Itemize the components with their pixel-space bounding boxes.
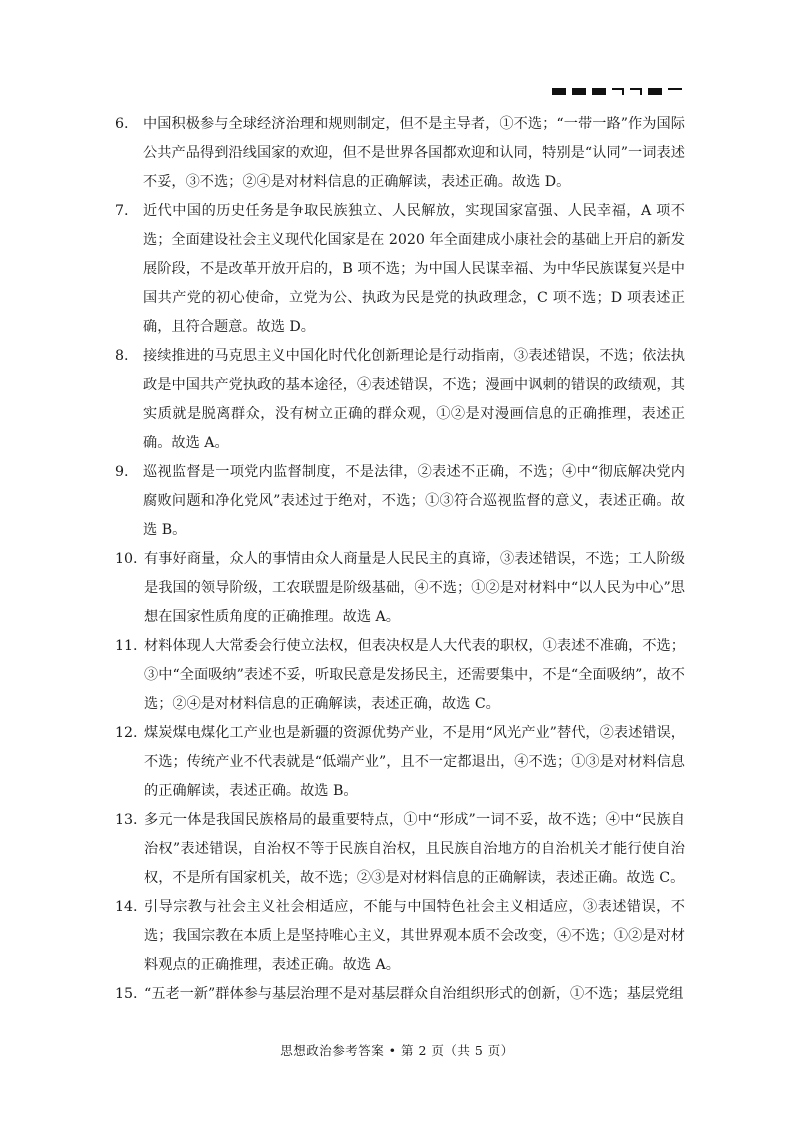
- answer-item-8: [115, 342, 685, 458]
- page-footer: 思想政治参考答案 • 第 2 页（共 5 页）: [280, 1043, 514, 1058]
- item-text: 煤炭煤电煤化工产业也是新疆的资源优势产业，不是用“风光产业”替代，②表述错误，不选；传统产业不代表就是“低端产业”，且不一定都退出，④不选；①③是对材料信息的正确解读，表述正确。故选 B。: [144, 725, 685, 799]
- answer-item-14: [115, 893, 685, 980]
- item-number: 10.: [115, 551, 138, 567]
- item-text: 接续推进的马克思主义中国化时代化创新理论是行动指南，③表述错误，不选；依法执政是中国共产党执政的基本途径，④表述错误，不选；漫画中讽刺的错误的政绩观，其实质就是脱离群众，没有树立正确的群众观，①②是对漫画信息的正确推理，表述正确。故选 A。: [143, 348, 685, 451]
- item-number: 9.: [115, 464, 129, 480]
- item-number: 15.: [115, 986, 138, 1002]
- item-text: 中国积极参与全球经济治理和规则制定，但不是主导者，①不选；“一带一路”作为国际公共产品得到沿线国家的欢迎，但不是世界各国都欢迎和认同，特别是“认同”一词表述不妥，③不选；②④是对材料信息的正确解读，表述正确。故选 D。: [143, 116, 685, 190]
- item-number: 14.: [115, 899, 138, 915]
- item-text: 有事好商量，众人的事情由众人商量是人民民主的真谛，③表述错误，不选；工人阶级是我国的领导阶级，工农联盟是阶级基础，④不选；①②是对材料中“以人民为中心”思想在国家性质角度的正确推理。故选 A。: [144, 551, 685, 625]
- mark-block: [648, 88, 662, 95]
- item-number: 8.: [115, 348, 129, 364]
- answer-item-6: [115, 110, 685, 197]
- item-text: 多元一体是我国民族格局的最重要特点，①中“形成”一词不妥，故不选；④中“民族自治权”表述错误，自治权不等于民族自治权，且民族自治地方的自治机关才能行使自治权，不是所有国家机关，故不选；②③是对材料信息的正确解读，表述正确。故选 C。: [144, 812, 685, 886]
- answer-item-10: [115, 545, 685, 632]
- answer-item-13: [115, 806, 685, 893]
- mark-block: [572, 88, 586, 95]
- corner-marks: [552, 88, 682, 95]
- answer-item-12: [115, 719, 685, 806]
- mark-hook: [612, 88, 624, 95]
- item-number: 6.: [115, 116, 129, 132]
- item-text: 近代中国的历史任务是争取民族独立、人民解放，实现国家富强、人民幸福，A 项不选；全面建设社会主义现代化国家是在 2020 年全面建成小康社会的基础上开启的新发展阶段，不是改革开放开启的，B 项不选；为中国人民谋幸福、为中华民族谋复兴是中国共产党的初心使命，立党为公、执政为民是党的执政理念，C 项不选；D 项表述正确，且符合题意。故选 D。: [143, 203, 685, 335]
- mark-block: [552, 88, 566, 95]
- item-number: 12.: [115, 725, 138, 741]
- answer-list: [115, 110, 685, 1009]
- answer-item-7: [115, 197, 685, 342]
- answer-item-11: [115, 632, 685, 719]
- item-text: 巡视监督是一项党内监督制度，不是法律，②表述不正确，不选；④中“彻底解决党内腐败问题和净化党风”表述过于绝对，不选；①③符合巡视监督的意义，表述正确。故选 B。: [143, 464, 685, 538]
- mark-hook: [630, 88, 642, 95]
- item-number: 11.: [115, 638, 138, 654]
- answer-item-9: [115, 458, 685, 545]
- item-text: 引导宗教与社会主义社会相适应，不能与中国特色社会主义相适应，③表述错误，不选；我国宗教在本质上是坚持唯心主义，其世界观本质不会改变，④不选；①②是对材料观点的正确推理，表述正确。故选 A。: [144, 899, 685, 973]
- item-number: 7.: [115, 203, 129, 219]
- item-text: 材料体现人大常委会行使立法权，但表决权是人大代表的职权，①表述不准确，不选；③中“全面吸纳”表述不妥，听取民意是发扬民主，还需要集中，不是“全面吸纳”，故不选；②④是对材料信息的正确解读，表述正确，故选 C。: [144, 638, 685, 712]
- answer-item-15: [115, 980, 685, 1009]
- item-number: 13.: [115, 812, 138, 828]
- item-text: “五老一新”群体参与基层治理不是对基层群众自治组织形式的创新，①不选；基层党组: [144, 986, 684, 1002]
- mark-dash: [668, 88, 682, 90]
- mark-block: [592, 88, 606, 95]
